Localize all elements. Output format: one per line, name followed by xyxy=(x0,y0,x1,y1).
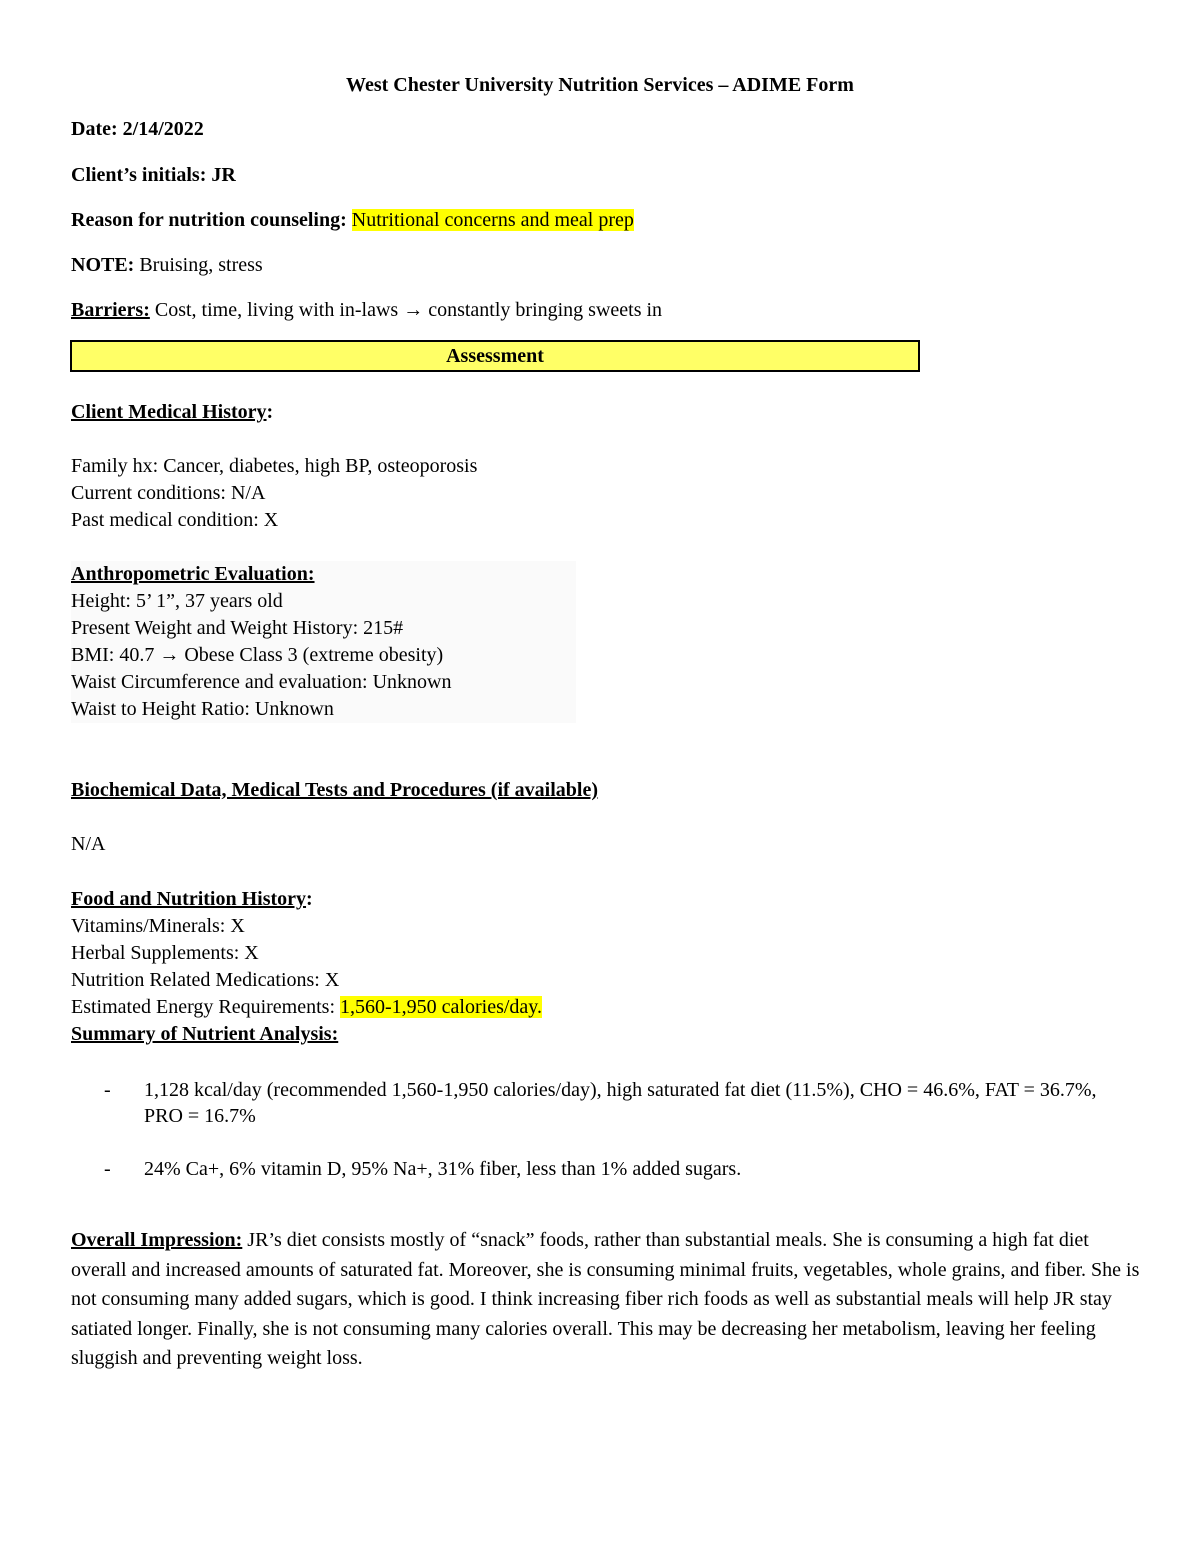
bmi-line xyxy=(71,642,576,669)
medical-history-item: Current conditions: N/A xyxy=(71,482,266,504)
assessment-header: Assessment xyxy=(70,340,920,372)
date-value: 2/14/2022 xyxy=(122,118,204,140)
medical-history-item: Family hx: Cancer, diabetes, high BP, osteoporosis xyxy=(71,455,478,477)
nutrient-summary-heading: Summary of Nutrient Analysis: xyxy=(71,1023,339,1045)
nutrient-summary-item: 1,128 kcal/day (recommended 1,560-1,950 calories/day), high saturated fat diet (11.5%), CHO = 46.6%, FAT = 36.7%, PRO = 16.7% xyxy=(144,1079,1097,1127)
barriers-value-2: constantly bringing sweets in xyxy=(428,299,663,321)
reason-value: Nutritional concerns and meal prep xyxy=(351,209,634,231)
arrow-icon: → xyxy=(403,299,424,321)
medical-history-title: Client Medical History xyxy=(71,401,267,423)
client-initials-label: Client’s initials: xyxy=(71,164,207,186)
medical-history-colon: : xyxy=(266,401,274,423)
anthropometric-heading: Anthropometric Evaluation: xyxy=(71,563,315,585)
barriers-label: Barriers: xyxy=(71,299,150,321)
barriers-line xyxy=(71,298,662,322)
anthropometric-item: Present Weight and Weight History: 215# xyxy=(71,617,404,639)
anthropometric-item: Waist Circumference and evaluation: Unknown xyxy=(71,671,452,693)
date-line xyxy=(71,117,204,141)
anthropometric-item: Height: 5’ 1”, 37 years old xyxy=(71,590,283,612)
eer-line xyxy=(71,994,542,1021)
date-label: Date: xyxy=(71,118,118,140)
medical-history-item: Past medical condition: X xyxy=(71,509,279,531)
overall-impression-text: JR’s diet consists mostly of “snack” foods, rather than substantial meals. She is consuming a high fat diet overall and increased amounts of saturated fat. Moreover, she is consuming minimal fruits, vegetables, whole grains, and fiber. She is not consuming many added sugars, which is good. I think increasing fiber rich foods as well as substantial meals will help JR stay satiated longer. Finally, she is not consuming many calories overall. This may be decreasing her metabolism, leaving her feeling sluggish and preventing weight loss. xyxy=(71,1229,1140,1369)
overall-impression-label: Overall Impression: xyxy=(71,1229,243,1251)
note-value: Bruising, stress xyxy=(139,254,263,276)
client-initials-value: JR xyxy=(211,164,236,186)
bmi-suffix: Obese Class 3 (extreme obesity) xyxy=(184,644,444,666)
food-history-heading: Food and Nutrition History xyxy=(71,888,307,910)
barriers-value: Cost, time, living with in-laws xyxy=(154,299,399,321)
reason-line xyxy=(71,208,634,232)
arrow-icon: → xyxy=(159,644,180,666)
food-history-section xyxy=(71,886,542,1048)
medical-history-heading xyxy=(71,400,273,424)
food-history-item: Herbal Supplements: X xyxy=(71,942,259,964)
anthropometric-section xyxy=(71,561,576,723)
food-history-item: Vitamins/Minerals: X xyxy=(71,915,245,937)
food-history-heading-line xyxy=(71,886,542,913)
anthropometric-item: Waist to Height Ratio: Unknown xyxy=(71,698,334,720)
food-history-colon: : xyxy=(306,888,313,910)
food-history-item: Nutrition Related Medications: X xyxy=(71,969,340,991)
form-title: West Chester University Nutrition Services – ADIME Form xyxy=(346,74,854,96)
bullet-marker: - xyxy=(104,1158,111,1180)
reason-label: Reason for nutrition counseling: xyxy=(71,209,347,231)
bmi-prefix: BMI: 40.7 xyxy=(71,644,155,666)
eer-label: Estimated Energy Requirements: xyxy=(71,996,336,1018)
biochemical-value: N/A xyxy=(71,833,106,855)
overall-impression xyxy=(71,1226,1141,1374)
note-label: NOTE: xyxy=(71,254,135,276)
eer-value: 1,560-1,950 calories/day. xyxy=(340,996,542,1018)
nutrient-summary-item: 24% Ca+, 6% vitamin D, 95% Na+, 31% fiber, less than 1% added sugars. xyxy=(144,1158,742,1180)
biochemical-heading: Biochemical Data, Medical Tests and Procedures (if available) xyxy=(71,779,599,801)
medical-history-list xyxy=(71,453,477,534)
note-line xyxy=(71,253,263,277)
bullet-marker: - xyxy=(104,1079,111,1101)
client-initials-line xyxy=(71,163,236,187)
